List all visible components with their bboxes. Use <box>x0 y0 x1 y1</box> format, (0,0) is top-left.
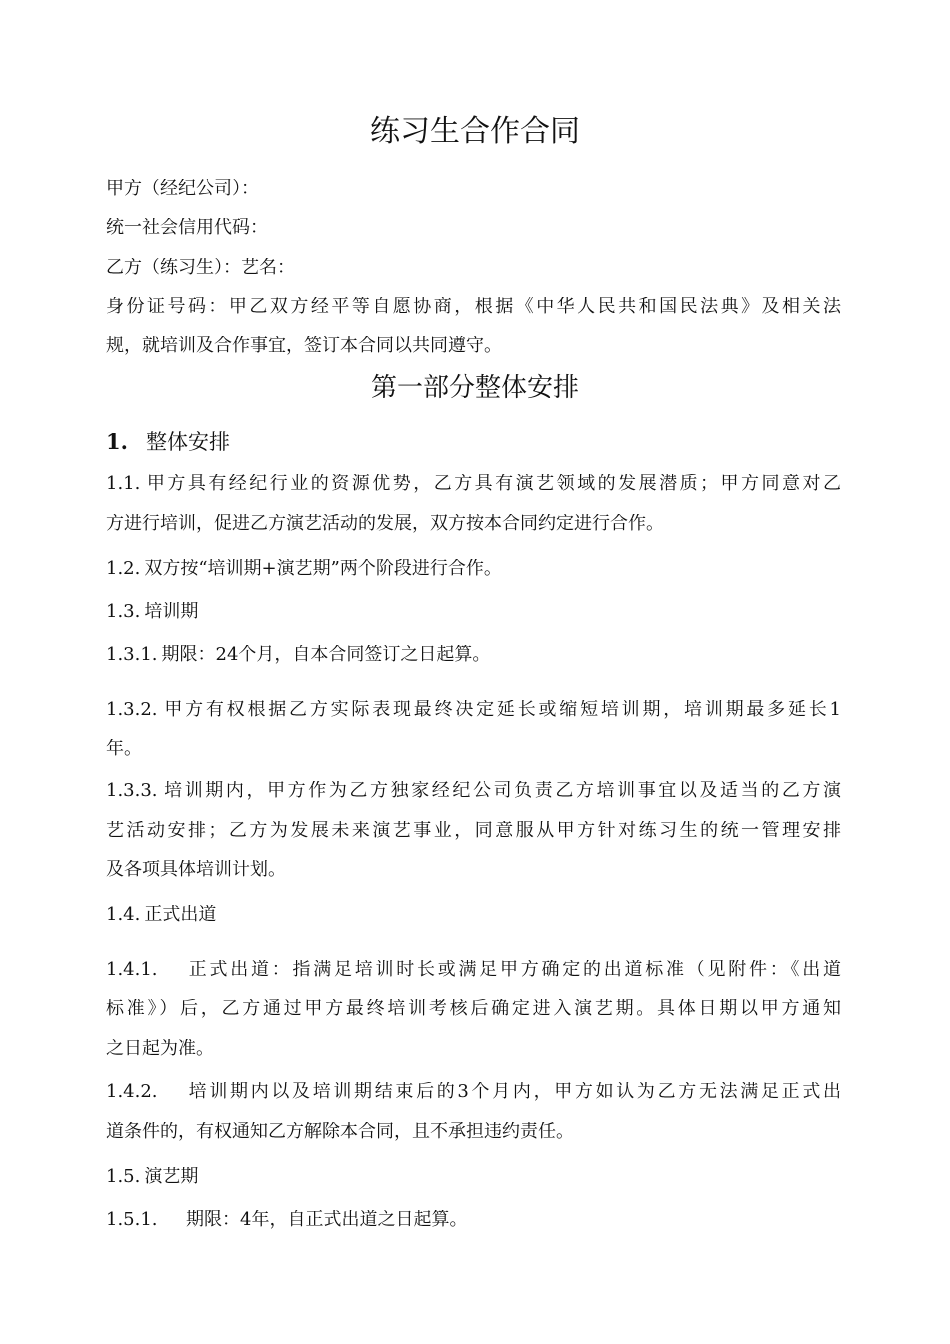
clause-1-4-1-line-3: 之日起为准。 <box>106 1039 214 1059</box>
clause-text: 正式出道：指满足培训时长或满足甲方确定的出道标准（见附件：《出道 <box>186 960 841 980</box>
clause-1-3-1 <box>106 645 841 665</box>
clause-number: 1.3.3. <box>106 781 158 801</box>
clause-1-3-3-line-2: 艺活动安排；乙方为发展未来演艺事业，同意服从甲方针对练习生的统一管理安排 <box>106 821 841 841</box>
clause-text: 双方按“培训期+演艺期”两个阶段进行合作。 <box>144 559 502 579</box>
clause-text: 甲方有权根据乙方实际表现最终决定延长或缩短培训期，培训期最多延长1 <box>161 700 841 720</box>
clause-1-3-3-line-3: 及各项具体培训计划。 <box>106 860 286 880</box>
clause-1-4 <box>106 905 841 925</box>
clause-number: 1.2. <box>106 559 141 579</box>
clause-1-5 <box>106 1167 841 1187</box>
section-1-heading <box>106 429 841 455</box>
clause-1-2 <box>106 559 841 579</box>
document-title: 练习生合作合同 <box>370 114 580 149</box>
clause-number: 1.3. <box>106 602 141 622</box>
clause-number: 1.5. <box>106 1167 141 1187</box>
clause-text: 期限：24个月，自本合同签订之日起算。 <box>161 645 491 665</box>
preamble-line-1: 身份证号码：甲乙双方经平等自愿协商，根据《中华人民共和国民法典》及相关法 <box>106 297 841 317</box>
clause-1-4-2-line-1 <box>106 1082 841 1102</box>
clause-1-5-1 <box>106 1210 841 1230</box>
clause-1-3 <box>106 602 841 622</box>
clause-number: 1.4.1. <box>106 960 158 980</box>
clause-1-3-3-line-1 <box>106 781 841 801</box>
clause-text: 甲方具有经纪行业的资源优势，乙方具有演艺领域的发展潜质；甲方同意对乙 <box>144 474 841 494</box>
clause-number: 1.5.1. <box>106 1210 158 1230</box>
clause-number: 1.4.2. <box>106 1082 158 1102</box>
clause-text: 正式出道 <box>144 905 217 925</box>
clause-1-4-2-line-2: 道条件的，有权通知乙方解除本合同，且不承担违约责任。 <box>106 1122 574 1142</box>
party-b-line: 乙方（练习生）：艺名： <box>106 258 295 278</box>
clause-number: 1.3.2. <box>106 700 158 720</box>
clause-number: 1.3.1. <box>106 645 158 665</box>
clause-number: 1.4. <box>106 905 141 925</box>
clause-1-3-2-line-2: 年。 <box>106 739 142 759</box>
clause-1-1-line-1 <box>106 474 841 494</box>
party-a-line: 甲方（经纪公司）： <box>106 179 259 199</box>
clause-text: 期限：4年，自正式出道之日起算。 <box>186 1210 468 1230</box>
part-one-title: 第一部分整体安排 <box>370 373 579 403</box>
clause-1-4-1-line-2: 标准》）后，乙方通过甲方最终培训考核后确定进入演艺期。具体日期以甲方通知 <box>106 999 841 1019</box>
clause-1-4-1-line-1 <box>106 960 841 980</box>
clause-1-1-line-2: 方进行培训，促进乙方演艺活动的发展，双方按本合同约定进行合作。 <box>106 514 664 534</box>
clause-text: 演艺期 <box>144 1167 199 1187</box>
clause-text: 培训期内，甲方作为乙方独家经纪公司负责乙方培训事宜以及适当的乙方演 <box>161 781 841 801</box>
clause-number: 1.1. <box>106 474 141 494</box>
section-title: 整体安排 <box>146 430 230 454</box>
section-number: 1. <box>106 429 128 454</box>
clause-text: 培训期 <box>144 602 199 622</box>
credit-code-line: 统一社会信用代码： <box>106 218 268 238</box>
preamble-line-2: 规，就培训及合作事宜，签订本合同以共同遵守。 <box>106 336 502 356</box>
clause-1-3-2-line-1 <box>106 700 841 720</box>
clause-text: 培训期内以及培训期结束后的3个月内，甲方如认为乙方无法满足正式出 <box>186 1082 841 1102</box>
